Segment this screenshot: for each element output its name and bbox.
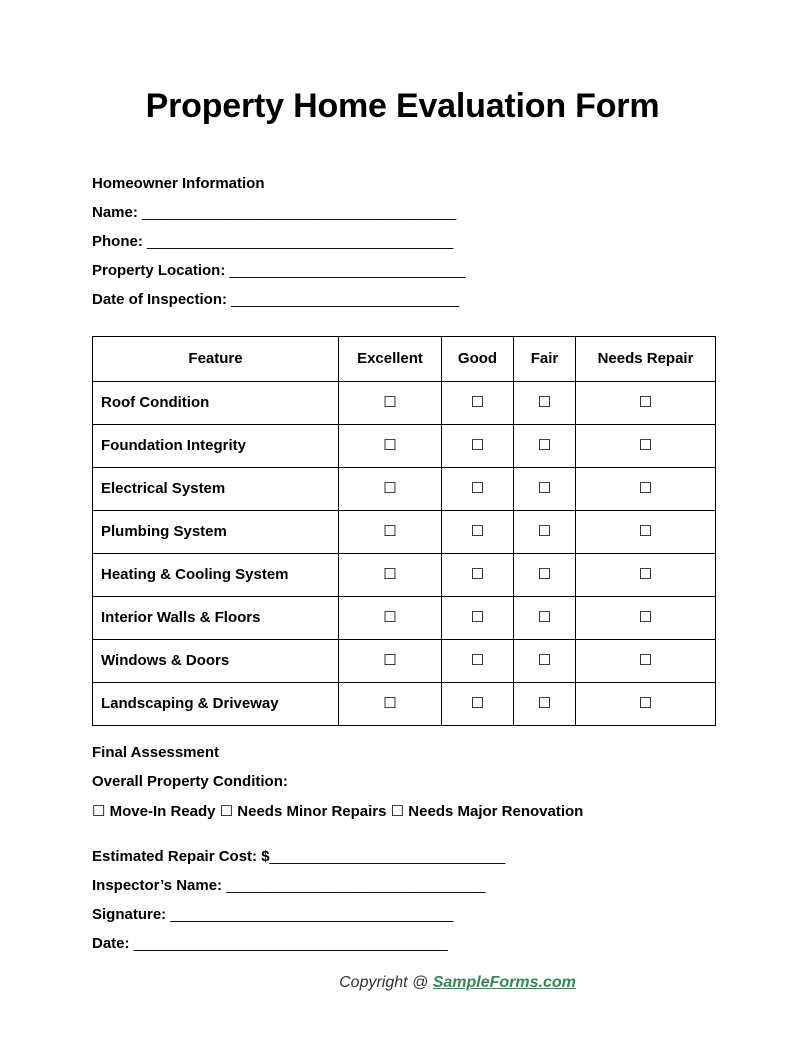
checkbox-icon[interactable]: ☐: [638, 566, 653, 584]
feature-label: Foundation Integrity: [93, 424, 339, 467]
checkbox-icon[interactable]: ☐: [638, 523, 653, 541]
checkbox-cell-excellent[interactable]: [339, 596, 442, 639]
table-row: [93, 639, 716, 682]
checkbox-icon[interactable]: ☐: [470, 394, 485, 412]
column-header-feature: Feature: [93, 336, 339, 381]
checkbox-icon[interactable]: ☐: [537, 652, 552, 670]
feature-label: Heating & Cooling System: [93, 553, 339, 596]
field-name: [92, 192, 713, 221]
checkbox-cell-excellent[interactable]: [339, 682, 442, 725]
field-name-label: Name:: [92, 203, 138, 221]
feature-label: Windows & Doors: [93, 639, 339, 682]
overall-condition-options: [92, 790, 713, 820]
checkbox-cell-needs-repair[interactable]: [576, 467, 716, 510]
checkbox-icon[interactable]: ☐: [470, 609, 485, 627]
checkbox-cell-fair[interactable]: [514, 639, 576, 682]
field-signature-label: Signature:: [92, 905, 167, 923]
final-assessment-section: [92, 726, 713, 952]
column-header-excellent: Excellent: [339, 336, 442, 381]
checkbox-icon[interactable]: ☐: [470, 437, 485, 455]
checkbox-cell-excellent[interactable]: [339, 510, 442, 553]
checkbox-icon[interactable]: ☐: [537, 394, 552, 412]
checkbox-cell-needs-repair[interactable]: [576, 424, 716, 467]
checkbox-icon[interactable]: ☐: [638, 609, 653, 627]
field-inspector-name: [92, 865, 713, 894]
feature-label: Landscaping & Driveway: [93, 682, 339, 725]
checkbox-cell-good[interactable]: [442, 639, 514, 682]
checkbox-cell-needs-repair[interactable]: [576, 596, 716, 639]
field-date-of-inspection-label: Date of Inspection:: [92, 290, 228, 308]
homeowner-section-heading: Homeowner Information: [92, 174, 265, 192]
checkbox-cell-good[interactable]: [442, 467, 514, 510]
table-row: [93, 467, 716, 510]
checkbox-cell-needs-repair[interactable]: [576, 682, 716, 725]
checkbox-icon[interactable]: ☐: [638, 480, 653, 498]
option-label-needs-major-renovation: Needs Major Renovation: [408, 802, 584, 820]
checkbox-icon-needs-major-renovation[interactable]: ☐: [390, 802, 405, 820]
checkbox-icon[interactable]: ☐: [537, 437, 552, 455]
field-estimated-repair-cost-input[interactable]: ______________________________: [269, 847, 505, 865]
checkbox-cell-excellent[interactable]: [339, 639, 442, 682]
checkbox-cell-fair[interactable]: [514, 424, 576, 467]
feature-label: Plumbing System: [93, 510, 339, 553]
checkbox-cell-excellent[interactable]: [339, 553, 442, 596]
field-signature-input[interactable]: ____________________________________: [170, 905, 453, 923]
checkbox-icon-needs-minor-repairs[interactable]: ☐: [219, 802, 234, 820]
field-date-of-inspection-input[interactable]: _____________________________: [231, 290, 459, 308]
field-phone-label: Phone:: [92, 232, 143, 250]
checkbox-icon[interactable]: ☐: [470, 695, 485, 713]
checkbox-icon[interactable]: ☐: [537, 480, 552, 498]
field-property-location-label: Property Location:: [92, 261, 226, 279]
checkbox-icon-move-in-ready[interactable]: ☐: [92, 802, 106, 820]
feature-label: Interior Walls & Floors: [93, 596, 339, 639]
checkbox-icon[interactable]: ☐: [383, 566, 397, 584]
column-header-good: Good: [442, 336, 514, 381]
footer-brand-link[interactable]: SampleForms.com: [432, 974, 576, 991]
footer: [0, 974, 805, 992]
option-label-needs-minor-repairs: Needs Minor Repairs: [237, 802, 387, 820]
overall-property-condition-label: Overall Property Condition:: [92, 772, 288, 790]
checkbox-icon[interactable]: ☐: [383, 652, 397, 670]
field-date: [92, 923, 713, 952]
table-row: [93, 510, 716, 553]
field-name-input[interactable]: ________________________________________: [142, 203, 456, 221]
checkbox-cell-good[interactable]: [442, 553, 514, 596]
field-phone: [92, 221, 713, 250]
final-assessment-heading: Final Assessment: [92, 743, 219, 761]
checkbox-icon[interactable]: ☐: [638, 394, 653, 412]
table-row: [93, 553, 716, 596]
checkbox-icon[interactable]: ☐: [383, 437, 397, 455]
checkbox-cell-fair[interactable]: [514, 467, 576, 510]
checkbox-icon[interactable]: ☐: [537, 609, 552, 627]
checkbox-cell-fair[interactable]: [514, 596, 576, 639]
checkbox-icon[interactable]: ☐: [537, 695, 552, 713]
checkbox-icon[interactable]: ☐: [537, 566, 552, 584]
checkbox-icon[interactable]: ☐: [470, 480, 485, 498]
column-header-needs-repair: Needs Repair: [576, 336, 716, 381]
checkbox-icon[interactable]: ☐: [383, 609, 397, 627]
checkbox-cell-good[interactable]: [442, 381, 514, 424]
field-estimated-repair-cost-label: Estimated Repair Cost: $: [92, 847, 270, 865]
field-date-input[interactable]: ________________________________________: [133, 934, 448, 952]
checkbox-icon[interactable]: ☐: [638, 652, 653, 670]
checkbox-icon[interactable]: ☐: [470, 566, 485, 584]
field-property-location: [92, 250, 713, 279]
table-row: [93, 381, 716, 424]
checkbox-cell-needs-repair[interactable]: [576, 553, 716, 596]
option-label-move-in-ready: Move-In Ready: [109, 802, 216, 820]
checkbox-cell-needs-repair[interactable]: [576, 381, 716, 424]
page-title: Property Home Evaluation Form: [145, 87, 660, 125]
checkbox-cell-good[interactable]: [442, 682, 514, 725]
evaluation-table: [92, 336, 716, 726]
checkbox-cell-needs-repair[interactable]: [576, 639, 716, 682]
checkbox-cell-good[interactable]: [442, 510, 514, 553]
checkbox-icon[interactable]: ☐: [383, 480, 397, 498]
copyright-text: Copyright @: [339, 974, 429, 991]
checkbox-icon[interactable]: ☐: [383, 523, 397, 541]
checkbox-icon[interactable]: ☐: [383, 394, 397, 412]
checkbox-icon[interactable]: ☐: [383, 695, 397, 713]
checkbox-cell-fair[interactable]: [514, 381, 576, 424]
field-property-location-input[interactable]: ______________________________: [229, 261, 465, 279]
checkbox-icon[interactable]: ☐: [470, 523, 485, 541]
checkbox-cell-needs-repair[interactable]: [576, 510, 716, 553]
checkbox-cell-excellent[interactable]: [339, 467, 442, 510]
feature-label: Electrical System: [93, 467, 339, 510]
checkbox-cell-good[interactable]: [442, 424, 514, 467]
table-row: [93, 596, 716, 639]
checkbox-cell-good[interactable]: [442, 596, 514, 639]
field-inspector-name-input[interactable]: _________________________________: [226, 876, 486, 894]
field-phone-input[interactable]: _______________________________________: [147, 232, 453, 250]
checkbox-cell-fair[interactable]: [514, 553, 576, 596]
checkbox-icon[interactable]: ☐: [470, 652, 485, 670]
field-date-label: Date:: [92, 934, 130, 952]
field-signature: [92, 894, 713, 923]
field-date-of-inspection: [92, 279, 713, 308]
checkbox-cell-fair[interactable]: [514, 510, 576, 553]
table-row: [93, 424, 716, 467]
section-spacer: [92, 820, 713, 836]
checkbox-cell-fair[interactable]: [514, 682, 576, 725]
checkbox-cell-excellent[interactable]: [339, 381, 442, 424]
checkbox-cell-excellent[interactable]: [339, 424, 442, 467]
checkbox-icon[interactable]: ☐: [537, 523, 552, 541]
homeowner-information-section: [92, 127, 713, 308]
checkbox-icon[interactable]: ☐: [638, 695, 653, 713]
checkbox-icon[interactable]: ☐: [638, 437, 653, 455]
table-row: [93, 682, 716, 725]
field-estimated-repair-cost: [92, 836, 713, 865]
column-header-fair: Fair: [514, 336, 576, 381]
table-header-row: [93, 336, 716, 381]
field-inspector-name-label: Inspector’s Name:: [92, 876, 223, 894]
feature-label: Roof Condition: [93, 381, 339, 424]
